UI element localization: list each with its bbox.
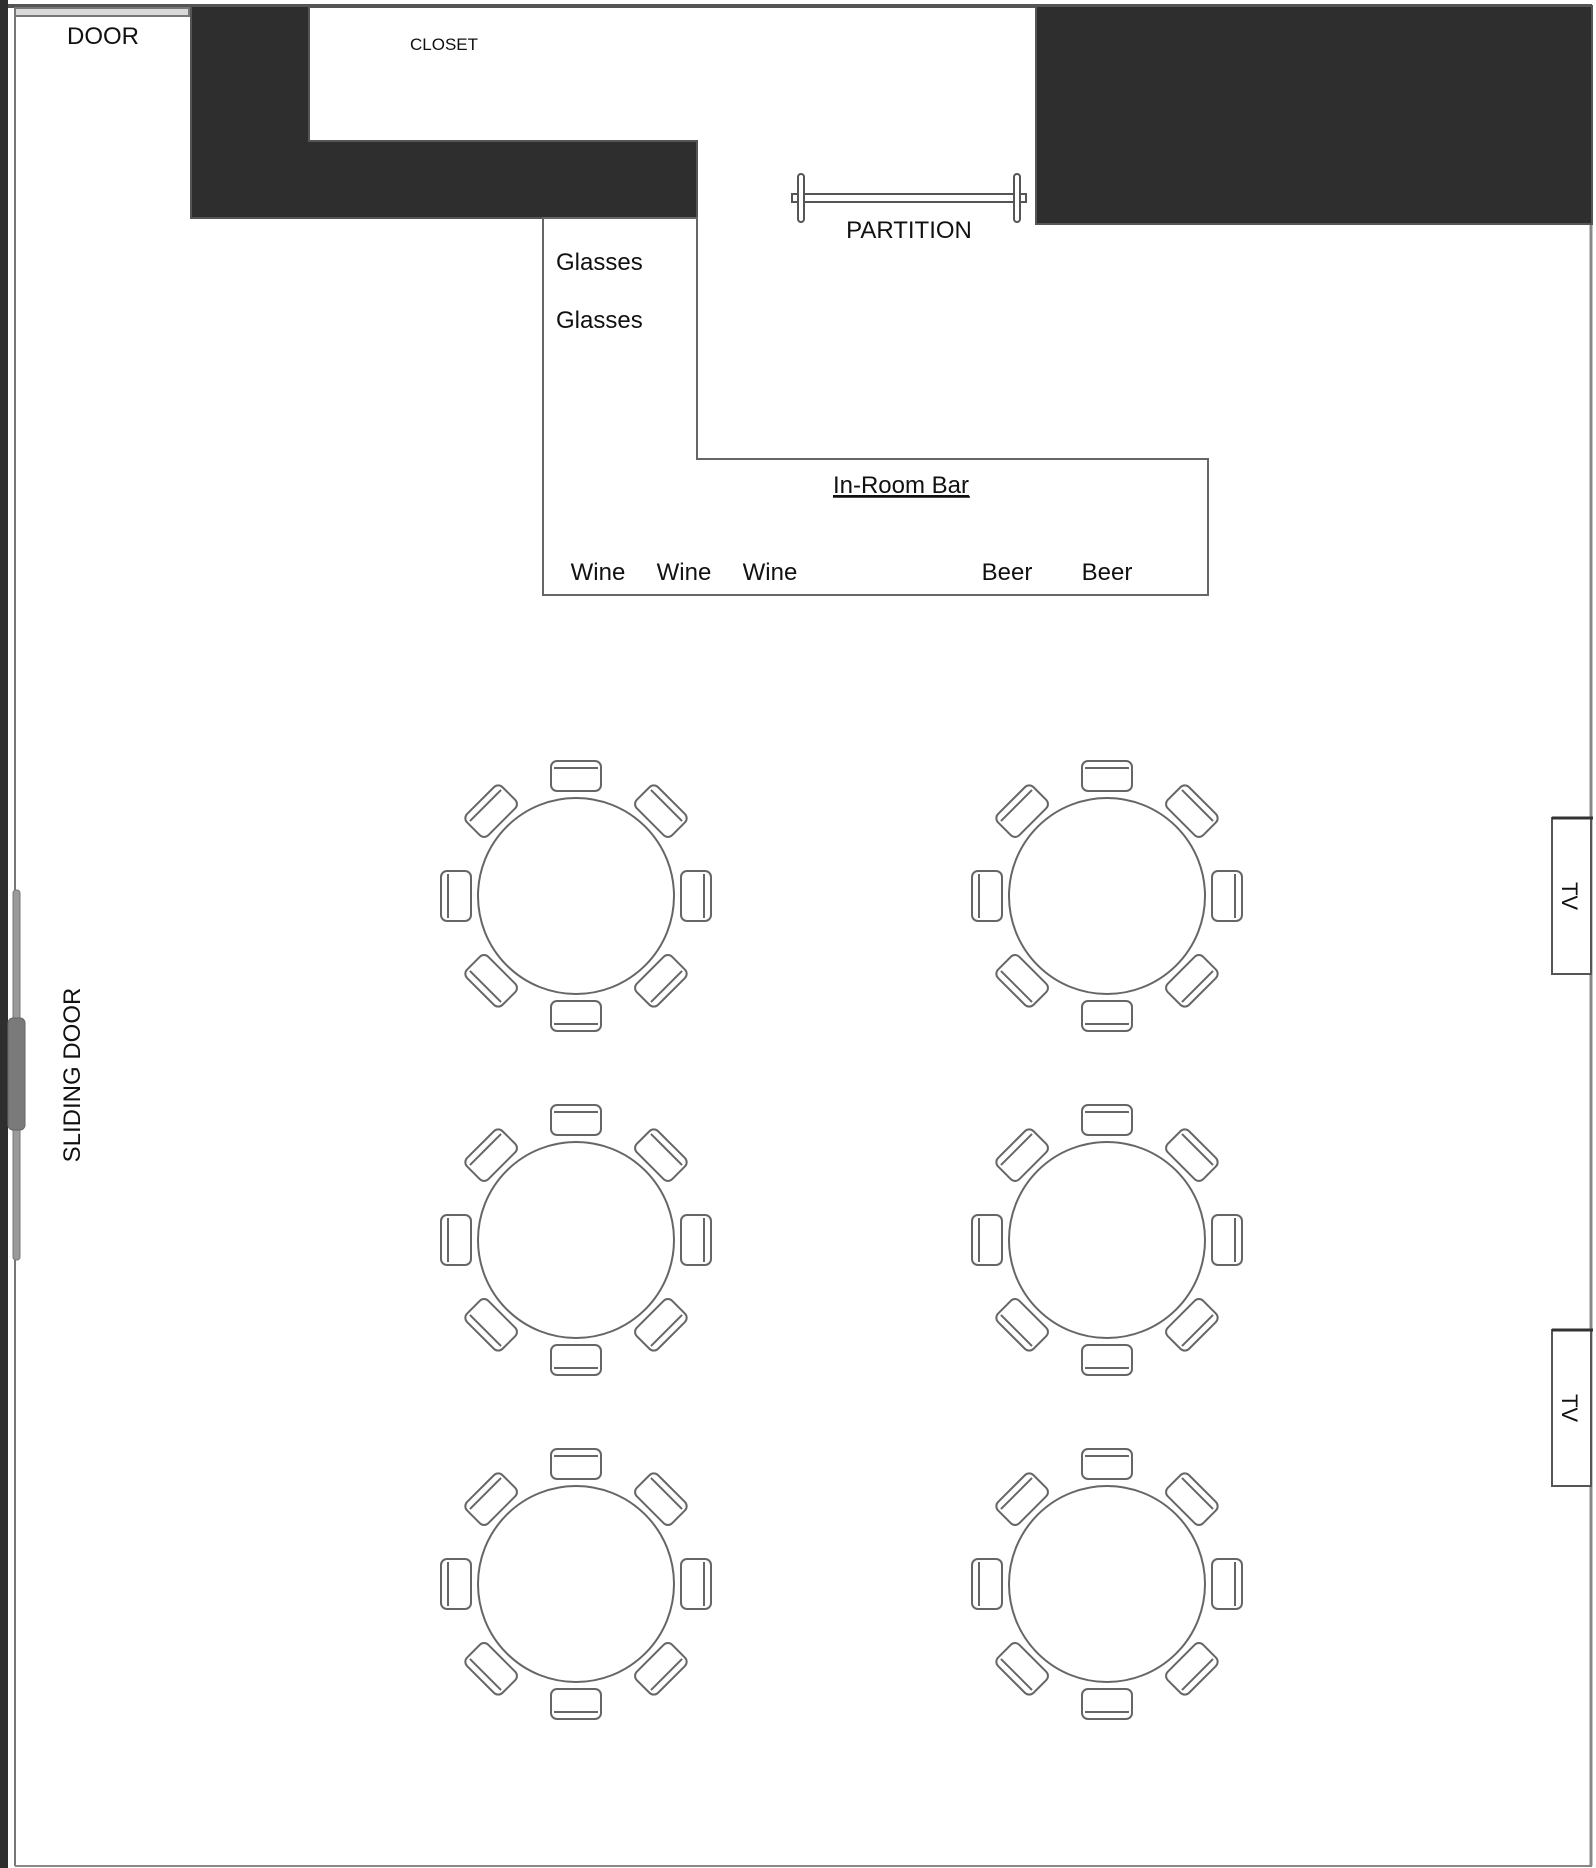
table-top xyxy=(478,1486,674,1682)
chair xyxy=(441,1559,471,1609)
tv-2-label: TV xyxy=(1557,1393,1582,1423)
chair-seat xyxy=(1212,1215,1242,1265)
round-table-4 xyxy=(972,1105,1242,1375)
table-top xyxy=(1009,1486,1205,1682)
chair-seat xyxy=(1082,1001,1132,1031)
round-table-5 xyxy=(441,1449,711,1719)
door-label: DOOR xyxy=(67,23,139,50)
tv-2 xyxy=(1552,1330,1593,1486)
chair xyxy=(551,1345,601,1375)
chair xyxy=(551,1689,601,1719)
chair xyxy=(551,1105,601,1135)
glasses-label-1: Glasses xyxy=(556,249,643,276)
chair xyxy=(1082,1001,1132,1031)
wine-label-2: Wine xyxy=(656,559,712,586)
chair xyxy=(551,761,601,791)
chair xyxy=(1212,871,1242,921)
chair-seat xyxy=(551,761,601,791)
chair-seat xyxy=(441,1559,471,1609)
chair-seat xyxy=(972,1559,1002,1609)
chair xyxy=(441,1215,471,1265)
chair-seat xyxy=(972,1215,1002,1265)
chair xyxy=(1212,1559,1242,1609)
sliding-door-handle xyxy=(8,1018,25,1130)
chair-seat xyxy=(441,871,471,921)
tv-1-label: TV xyxy=(1557,881,1582,911)
right-wall-block xyxy=(1036,6,1592,224)
chair-seat xyxy=(441,1215,471,1265)
chair-seat xyxy=(1082,1105,1132,1135)
chair-seat xyxy=(972,871,1002,921)
chair xyxy=(1082,1449,1132,1479)
chair-seat xyxy=(681,871,711,921)
table-top xyxy=(478,1142,674,1338)
chair xyxy=(972,1215,1002,1265)
chair xyxy=(972,871,1002,921)
door-frame[interactable] xyxy=(15,8,189,16)
round-table-3 xyxy=(441,1105,711,1375)
chair-seat xyxy=(1212,1559,1242,1609)
chair-seat xyxy=(551,1105,601,1135)
table-top xyxy=(1009,1142,1205,1338)
chair-seat xyxy=(1082,1345,1132,1375)
chair-seat xyxy=(1082,1689,1132,1719)
tv-1 xyxy=(1552,818,1593,974)
chair xyxy=(681,1215,711,1265)
chair-seat xyxy=(1082,761,1132,791)
chair xyxy=(1082,1689,1132,1719)
sliding-door-label: SLIDING DOOR xyxy=(59,987,86,1163)
chair-seat xyxy=(681,1215,711,1265)
partition-label: PARTITION xyxy=(846,217,972,244)
wine-label-1: Wine xyxy=(570,559,626,586)
round-table-6 xyxy=(972,1449,1242,1719)
table-top xyxy=(478,798,674,994)
chair-seat xyxy=(1212,871,1242,921)
partition-post-left xyxy=(798,174,804,222)
chair-seat xyxy=(551,1689,601,1719)
chair xyxy=(551,1001,601,1031)
chair xyxy=(1082,1345,1132,1375)
beer-label-1: Beer xyxy=(981,559,1033,586)
chair xyxy=(681,871,711,921)
wine-label-3: Wine xyxy=(742,559,798,586)
round-table-1 xyxy=(441,761,711,1031)
chair-seat xyxy=(551,1345,601,1375)
glasses-label-2: Glasses xyxy=(556,307,643,334)
outer-left-wall xyxy=(0,0,8,1868)
partition-post-right xyxy=(1014,174,1020,222)
chair xyxy=(681,1559,711,1609)
chair xyxy=(1082,1105,1132,1135)
chair xyxy=(1082,761,1132,791)
beer-label-2: Beer xyxy=(1081,559,1133,586)
chair xyxy=(972,1559,1002,1609)
chair-seat xyxy=(681,1559,711,1609)
bar-label: In-Room Bar xyxy=(832,472,970,499)
partition-bar xyxy=(792,194,1026,202)
chair-seat xyxy=(1082,1449,1132,1479)
chair-seat xyxy=(551,1449,601,1479)
round-table-2 xyxy=(972,761,1242,1031)
closet-label: CLOSET xyxy=(409,35,479,54)
chair-seat xyxy=(551,1001,601,1031)
chair xyxy=(441,871,471,921)
chair xyxy=(1212,1215,1242,1265)
table-top xyxy=(1009,798,1205,994)
chair xyxy=(551,1449,601,1479)
